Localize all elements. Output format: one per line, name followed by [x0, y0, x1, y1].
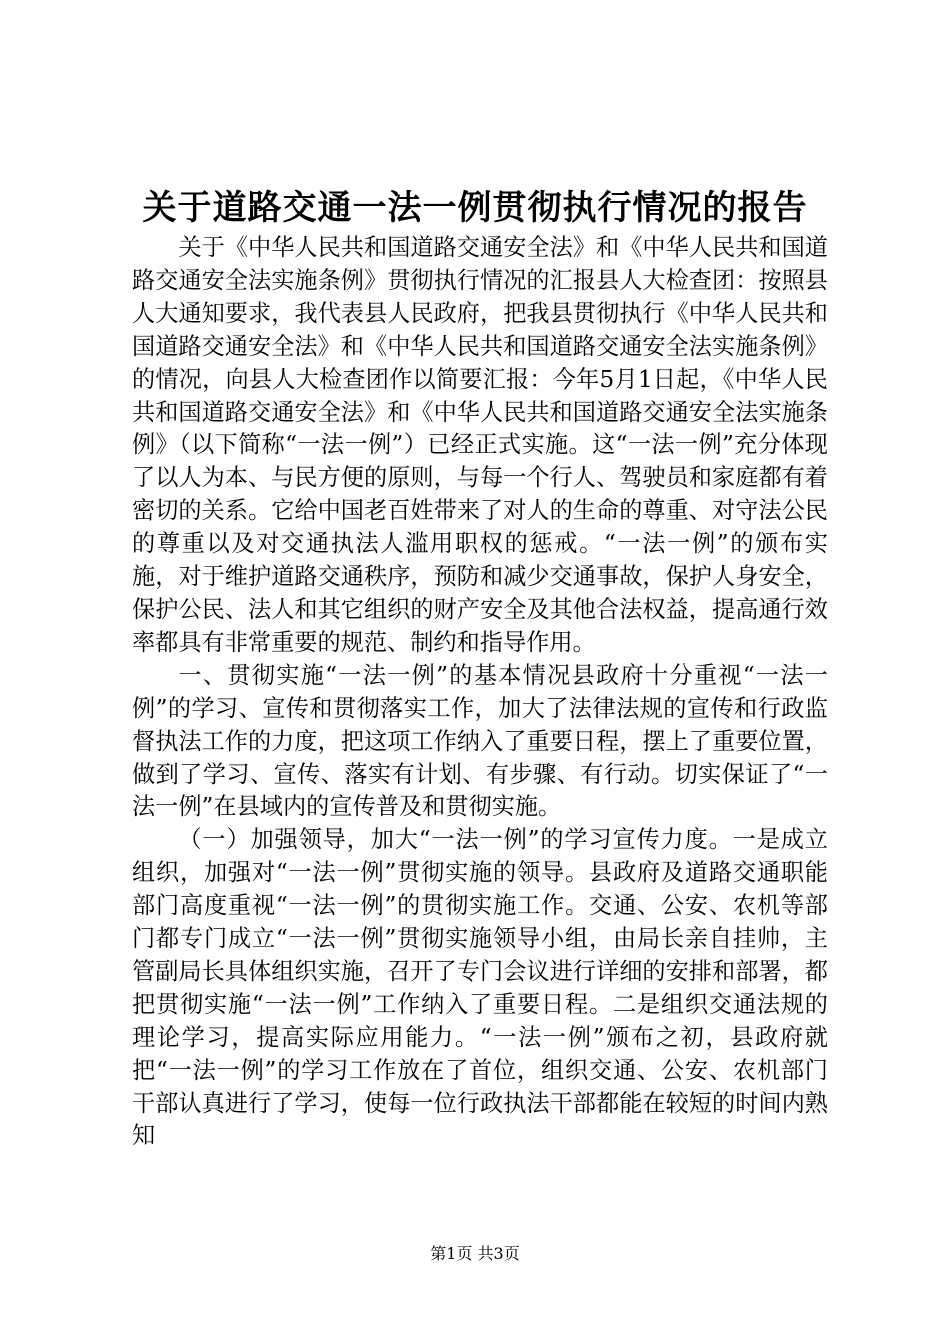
paragraph-subsection-1: （一）加强领导，加大“一法一例”的学习宣传力度。一是成立组织，加强对“一法一例”贯彻实施的领导。县政府及道路交通职能部门高度重视“一法一例”的贯彻实施工作。交通、公安、农机等部门都专门成立“一法一例”贯彻实施领导小组，由局长亲自挂帅，主管副局长具体组织实施，召开了专门会议进行详细的安排和部署，都把贯彻实施“一法一例”工作纳入了重要日程。二是组织交通法规的理论学习，提高实际应用能力。“一法一例”颁布之初，县政府就把“一法一例”的学习工作放在了首位，组织交通、公安、农机部门干部认真进行了学习，使每一位行政执法干部都能在较短的时间内熟知	[132, 826, 828, 1150]
page-footer: 第1页 共3页	[430, 1244, 520, 1263]
document-title: 关于道路交通一法一例贯彻执行情况的报告	[142, 188, 808, 228]
paragraph-section-1: 一、贯彻实施“一法一例”的基本情况县政府十分重视“一法一例”的学习、宣传和贯彻落实工作，加大了法律法规的宣传和行政监督执法工作的力度，把这项工作纳入了重要日程，摆上了重要位置，做到了学习、宣传、落实有计划、有步骤、有行动。切实保证了“一法一例”在县域内的宣传普及和贯彻实施。	[132, 661, 828, 821]
document-body	[132, 232, 828, 1153]
paragraph-intro: 关于《中华人民共和国道路交通安全法》和《中华人民共和国道路交通安全法实施条例》贯彻执行情况的汇报县人大检查团：按照县人大通知要求，我代表县人民政府，把我县贯彻执行《中华人民共和国道路交通安全法》和《中华人民共和国道路交通安全法实施条例》的情况，向县人大检查团作以简要汇报：今年5月1日起，《中华人民共和国道路交通安全法》和《中华人民共和国道路交通安全法实施条例》（以下简称“一法一例”）已经正式实施。这“一法一例”充分体现了以人为本、与民方便的原则，与每一个行人、驾驶员和家庭都有着密切的关系。它给中国老百姓带来了对人的生命的尊重、对守法公民的尊重以及对交通执法人滥用职权的惩戒。“一法一例”的颁布实施，对于维护道路交通秩序，预防和减少交通事故，保护人身安全，保护公民、法人和其它组织的财产安全及其他合法权益，提高通行效率都具有非常重要的规范、制约和指导作用。	[132, 234, 828, 656]
